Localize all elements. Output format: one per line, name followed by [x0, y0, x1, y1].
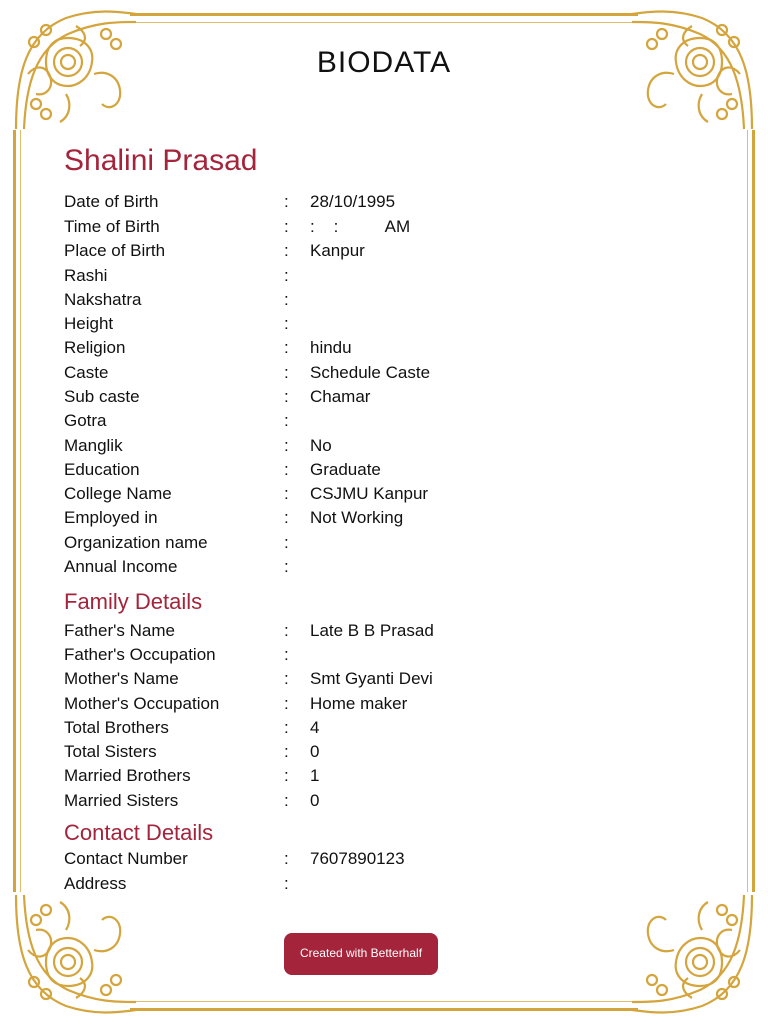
detail-row — [64, 337, 704, 359]
detail-row — [64, 717, 704, 739]
separator: : — [284, 338, 289, 357]
detail-row — [64, 483, 704, 505]
detail-row — [64, 620, 704, 642]
detail-label: Religion — [64, 338, 126, 357]
detail-label: Rashi — [64, 266, 108, 285]
separator: : — [284, 508, 289, 527]
detail-label: Organization name — [64, 533, 208, 552]
ornament-corner-icon — [6, 880, 146, 1020]
detail-label: Manglik — [64, 436, 123, 455]
detail-value: 7607890123 — [310, 849, 405, 868]
detail-value: Chamar — [310, 387, 371, 406]
detail-row — [64, 386, 704, 408]
detail-value: 28/10/1995 — [310, 192, 396, 211]
detail-label: Place of Birth — [64, 241, 166, 260]
separator: : — [284, 266, 289, 285]
separator: : — [284, 460, 289, 479]
separator: : — [284, 411, 289, 430]
family-details-heading: Family Details — [64, 589, 203, 614]
detail-value: Home maker — [310, 694, 408, 713]
detail-label: Contact Number — [64, 849, 188, 868]
separator: : — [284, 290, 289, 309]
separator: : — [284, 192, 289, 211]
separator: : — [284, 849, 289, 868]
contact-details-heading: Contact Details — [64, 820, 214, 845]
detail-value: CSJMU Kanpur — [310, 484, 429, 503]
detail-label: Gotra — [64, 411, 107, 430]
detail-value: 4 — [310, 718, 320, 737]
separator: : — [284, 742, 289, 761]
separator: : — [284, 669, 289, 688]
detail-row — [64, 873, 704, 895]
detail-row — [64, 693, 704, 715]
detail-row — [64, 532, 704, 554]
person-name: Shalini Prasad — [64, 144, 258, 177]
detail-label: Address — [64, 874, 127, 893]
separator: : — [284, 314, 289, 333]
detail-value: Graduate — [310, 460, 381, 479]
separator: : — [284, 791, 289, 810]
detail-value: hindu — [310, 338, 352, 357]
detail-value: Smt Gyanti Devi — [310, 669, 433, 688]
detail-value: Kanpur — [310, 241, 365, 260]
detail-row — [64, 216, 704, 238]
detail-label: Date of Birth — [64, 192, 159, 211]
detail-row — [64, 362, 704, 384]
detail-label: Time of Birth — [64, 217, 160, 236]
separator: : — [284, 621, 289, 640]
separator: : — [284, 436, 289, 455]
detail-row — [64, 289, 704, 311]
created-with-betterhalf-button[interactable]: Created with Betterhalf — [284, 933, 438, 975]
separator: : — [284, 557, 289, 576]
detail-label: Father's Occupation — [64, 645, 216, 664]
separator: : — [284, 387, 289, 406]
detail-label: Total Brothers — [64, 718, 169, 737]
frame-top-border — [130, 13, 638, 23]
detail-value: 1 — [310, 766, 320, 785]
detail-label: Father's Name — [64, 621, 175, 640]
detail-row — [64, 668, 704, 690]
detail-value: 0 — [310, 791, 320, 810]
detail-row — [64, 790, 704, 812]
ornament-corner-icon — [622, 880, 762, 1020]
detail-row — [64, 556, 704, 578]
detail-value: Schedule Caste — [310, 363, 431, 382]
detail-row — [64, 848, 704, 870]
detail-row — [64, 435, 704, 457]
detail-label: Married Sisters — [64, 791, 179, 810]
detail-row — [64, 507, 704, 529]
detail-row — [64, 265, 704, 287]
separator: : — [284, 718, 289, 737]
detail-row — [64, 459, 704, 481]
detail-value: No — [310, 436, 332, 455]
detail-row — [64, 191, 704, 213]
detail-label: College Name — [64, 484, 172, 503]
separator: : — [284, 874, 289, 893]
separator: : — [284, 363, 289, 382]
detail-label: Employed in — [64, 508, 158, 527]
detail-label: Total Sisters — [64, 742, 157, 761]
separator: : — [284, 645, 289, 664]
detail-row — [64, 765, 704, 787]
separator: : — [284, 694, 289, 713]
detail-label: Caste — [64, 363, 109, 382]
detail-row — [64, 741, 704, 763]
detail-row — [64, 240, 704, 262]
separator: : — [284, 766, 289, 785]
detail-row — [64, 313, 704, 335]
separator: : — [284, 217, 289, 236]
detail-row — [64, 644, 704, 666]
detail-label: Height — [64, 314, 114, 333]
detail-label: Mother's Name — [64, 669, 179, 688]
detail-value: : : AM — [310, 217, 411, 236]
detail-row — [64, 410, 704, 432]
detail-label: Sub caste — [64, 387, 140, 406]
detail-value: 0 — [310, 742, 320, 761]
page-title: BIODATA — [316, 46, 452, 79]
detail-label: Married Brothers — [64, 766, 191, 785]
detail-label: Education — [64, 460, 140, 479]
separator: : — [284, 241, 289, 260]
detail-value: Late B B Prasad — [310, 621, 434, 640]
detail-label: Nakshatra — [64, 290, 142, 309]
detail-value: Not Working — [310, 508, 404, 527]
separator: : — [284, 533, 289, 552]
frame-bottom-border — [130, 1001, 638, 1011]
detail-label: Annual Income — [64, 557, 178, 576]
separator: : — [284, 484, 289, 503]
detail-label: Mother's Occupation — [64, 694, 220, 713]
